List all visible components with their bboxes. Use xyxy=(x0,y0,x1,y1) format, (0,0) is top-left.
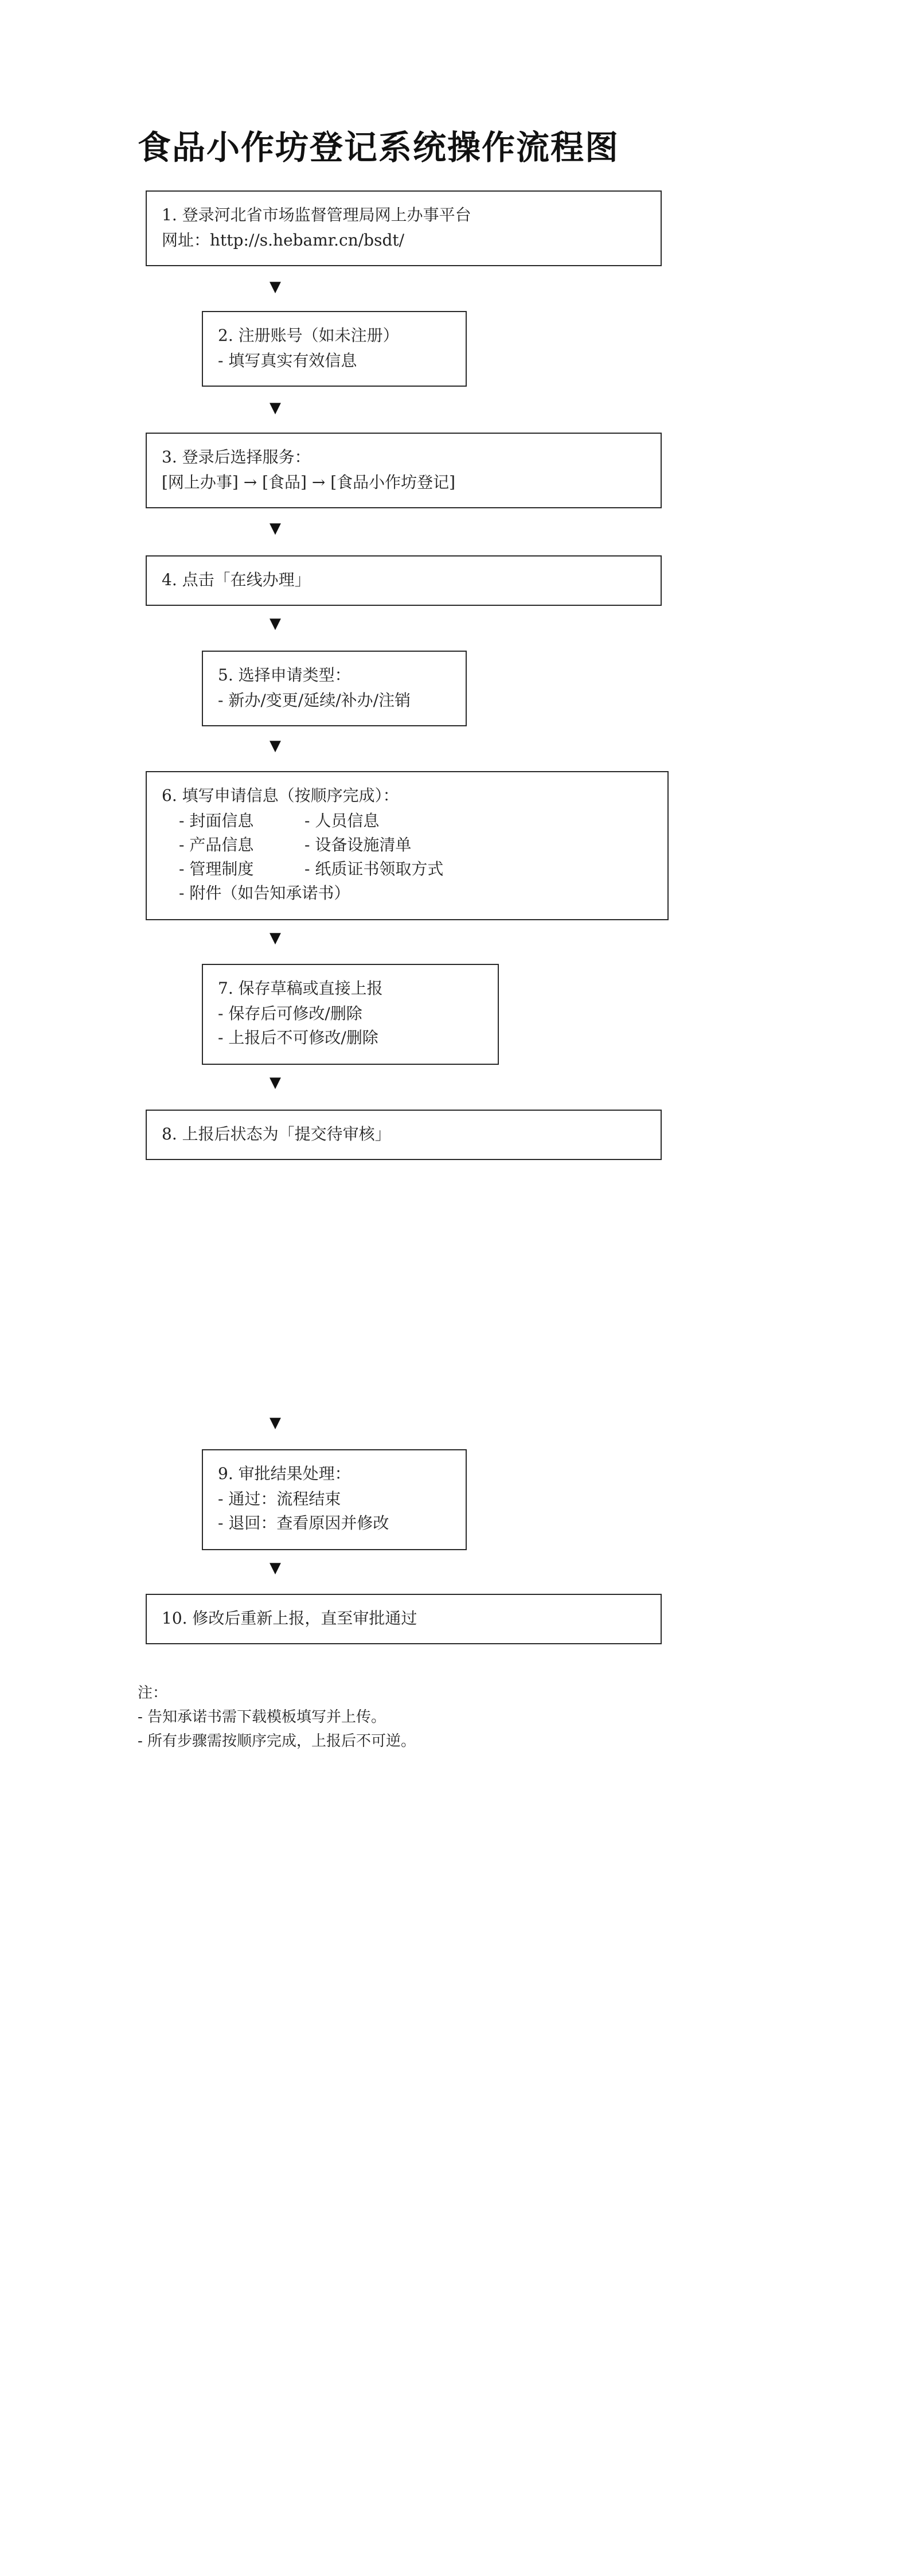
step-9-sub-1: - 通过：流程结束 xyxy=(218,1489,341,1508)
step-8-text: 8. 上报后状态为「提交待审核」 xyxy=(162,1124,391,1143)
arrow-down-icon: ▼ xyxy=(270,929,281,947)
step-5-box xyxy=(202,661,467,716)
arrow-down-icon: ▼ xyxy=(270,399,281,417)
step-9-text: 9. 审批结果处理： xyxy=(218,1464,351,1483)
step-9-sub-2: - 退回：查看原因并修改 xyxy=(218,1513,389,1532)
step-5-text: 5. 选择申请类型： xyxy=(218,666,351,684)
page-title: 食品小作坊登记系统操作流程图 xyxy=(138,128,620,167)
step-2-text: 2. 注册账号（如未注册） xyxy=(218,326,399,345)
step-7-sub-1: - 保存后可修改/删除 xyxy=(218,1004,362,1023)
step-6-item-equipment: - 设备设施清单 xyxy=(304,835,412,854)
step-8-box xyxy=(146,1120,662,1150)
step-7-box xyxy=(202,974,499,1054)
arrow-down-icon: ▼ xyxy=(270,1559,281,1577)
step-3-box xyxy=(146,443,662,498)
step-1-url: 网址：http://s.hebamr.cn/bsdt/ xyxy=(162,231,405,250)
arrow-down-icon: ▼ xyxy=(270,1074,281,1091)
step-6-item-personnel: - 人员信息 xyxy=(304,811,380,830)
step-4-text: 4. 点击「在线办理」 xyxy=(162,570,311,589)
step-6-item-product: - 产品信息 xyxy=(179,835,254,854)
step-9-box xyxy=(202,1460,467,1540)
step-10-box xyxy=(146,1604,662,1634)
step-6-item-attachment: - 附件（如告知承诺书） xyxy=(179,884,350,902)
arrow-down-icon: ▼ xyxy=(270,737,281,754)
step-6-item-cover: - 封面信息 xyxy=(179,811,254,830)
step-5-sub: - 新办/变更/延续/补办/注销 xyxy=(218,691,411,710)
note-item: - 所有步骤需按顺序完成，上报后不可逆。 xyxy=(138,1733,416,1750)
step-6-item-management: - 管理制度 xyxy=(179,859,254,878)
arrow-down-icon: ▼ xyxy=(270,520,281,537)
notes xyxy=(138,1681,416,1753)
step-7-sub-2: - 上报后不可修改/删除 xyxy=(218,1028,378,1047)
step-7-text: 7. 保存草稿或直接上报 xyxy=(218,979,383,998)
notes-heading: 注： xyxy=(138,1684,168,1702)
step-10-text: 10. 修改后重新上报，直至审批通过 xyxy=(162,1609,417,1628)
step-1-text: 1. 登录河北省市场监督管理局网上办事平台 xyxy=(162,205,471,224)
step-3-path: [网上办事] → [食品] → [食品小作坊登记] xyxy=(162,473,456,492)
arrow-down-icon: ▼ xyxy=(270,278,281,295)
arrow-down-icon: ▼ xyxy=(270,1414,281,1431)
note-item: - 告知承诺书需下载模板填写并上传。 xyxy=(138,1709,386,1726)
step-2-sub: - 填写真实有效信息 xyxy=(218,351,357,370)
step-6-item-certificate: - 纸质证书领取方式 xyxy=(304,859,444,878)
step-4-box xyxy=(146,566,662,596)
step-1-box xyxy=(146,201,662,256)
step-2-box xyxy=(202,321,467,376)
step-6-text: 6. 填写申请信息（按顺序完成）： xyxy=(162,786,399,805)
step-6-box xyxy=(146,781,669,910)
step-3-text: 3. 登录后选择服务： xyxy=(162,448,311,466)
arrow-down-icon: ▼ xyxy=(270,615,281,632)
